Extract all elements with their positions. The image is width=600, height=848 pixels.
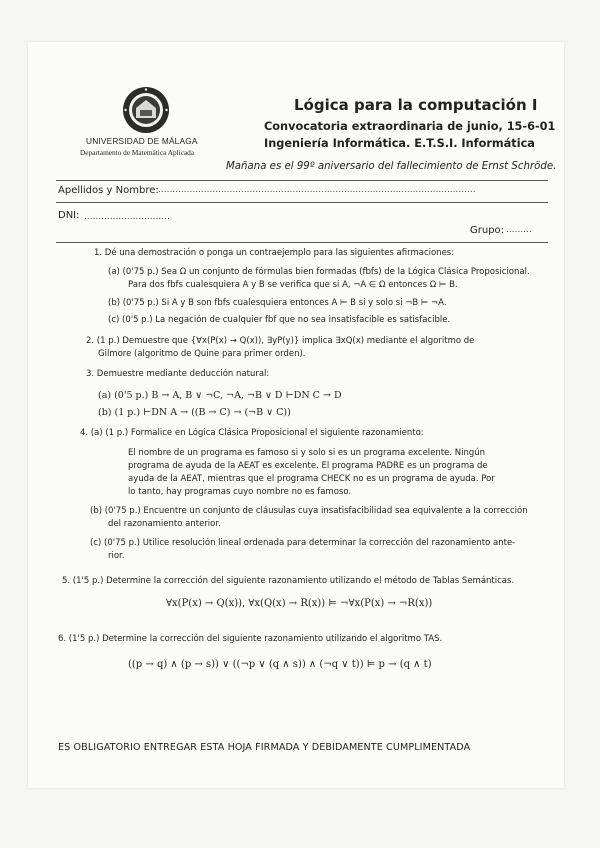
name-field[interactable]: ............................................................................................................... xyxy=(158,185,476,195)
q1-b: (b) (0'75 p.) Si A y B son fbfs cualesquiera entonces A ⊨ B si y solo si ¬B ⊨ ¬A. xyxy=(108,298,447,308)
q3-intro: 3. Demuestre mediante deducción natural: xyxy=(86,369,270,379)
university-name: UNIVERSIDAD DE MÁLAGA xyxy=(86,136,198,146)
q5-formula: ∀x(P(x) → Q(x)), ∀x(Q(x) → R(x)) ⊨ ¬∀x(P(x) → ¬R(x)) xyxy=(166,598,433,609)
q4-paragraph-line4: lo tanto, hay programas cuyo nombre no es famoso. xyxy=(128,487,352,497)
q2-line2: Gilmore (algoritmo de Quine para primer orden). xyxy=(98,349,306,359)
q5-text: 5. (1'5 p.) Determine la corrección del siguiente razonamiento utilizando el método de Tablas Semánticas. xyxy=(62,576,515,586)
q4-c-line2: rior. xyxy=(108,551,125,561)
fields-divider xyxy=(56,242,548,243)
q6-formula: ((p → q) ∧ (p → s)) ∨ ((¬p ∨ (q ∧ s)) ∧ (¬q ∨ t)) ⊨ p → (q ∧ t) xyxy=(128,659,432,670)
name-divider xyxy=(56,202,548,203)
q4-b-line2: del razonamiento anterior. xyxy=(108,519,221,529)
exam-motto: Mañana es el 99º aniversario del fallecimiento de Ernst Schröde. xyxy=(226,161,557,172)
header-divider xyxy=(56,180,548,181)
group-label: Grupo: xyxy=(470,225,505,236)
q4-paragraph-line1: El nombre de un programa es famoso si y solo si es un programa excelente. Ningún xyxy=(128,448,486,458)
university-seal-icon xyxy=(122,86,170,134)
q4-a: 4. (a) (1 p.) Formalice en Lógica Clásica Proposicional el siguiente razonamiento: xyxy=(80,428,424,438)
q1-a-line1: (a) (0'75 p.) Sea Ω un conjunto de fórmulas bien formadas (fbfs) de la Lógica Clásica Proposicional. xyxy=(108,267,530,277)
q2-line1: 2. (1 p.) Demuestre que {∀x(P(x) → Q(x)), ∃yP(y)} implica ∃xQ(x) mediante el algoritmo de xyxy=(86,336,475,346)
q4-b-line1: (b) (0'75 p.) Encuentre un conjunto de cláusulas cuya insatisfacibilidad sea equivalente a la corrección xyxy=(90,506,528,516)
q1-intro: 1. Dé una demostración o ponga un contraejemplo para las siguientes afirmaciones: xyxy=(94,248,455,258)
q4-c-line1: (c) (0'75 p.) Utilice resolución lineal ordenada para determinar la corrección del razonamiento ante- xyxy=(90,538,516,548)
exam-title: Lógica para la computación I xyxy=(294,96,538,114)
footer-notice: ES OBLIGATORIO ENTREGAR ESTA HOJA FIRMADA Y DEBIDAMENTE CUMPLIMENTADA xyxy=(58,742,471,753)
q1-c: (c) (0'5 p.) La negación de cualquier fbf que no sea insatisfacible es satisfacible. xyxy=(108,315,451,325)
q1-a-line2: Para dos fbfs cualesquiera A y B se verifica que si A, ¬A ∈ Ω entonces Ω ⊨ B. xyxy=(128,280,458,290)
name-label: Apellidos y Nombre: xyxy=(58,185,159,196)
exam-degree: Ingeniería Informática. E.T.S.I. Informática xyxy=(264,137,535,150)
exam-session: Convocatoria extraordinaria de junio, 15-6-01 xyxy=(264,120,556,133)
dni-label: DNI: xyxy=(58,210,80,221)
q4-paragraph-line2: programa de ayuda de la AEAT es excelente. El programa PADRE es un programa de xyxy=(128,461,488,471)
department-name: Departamento de Matemática Aplicada xyxy=(80,148,195,157)
q4-paragraph-line3: ayuda de la AEAT, mientras que el programa CHECK no es un programa de ayuda. Por xyxy=(128,474,495,484)
group-field[interactable]: ......... xyxy=(506,225,532,235)
q6-text: 6. (1'5 p.) Determine la corrección del siguiente razonamiento utilizando el algoritmo TAS. xyxy=(58,634,443,644)
q3-b: (b) (1 p.) ⊢DN A → ((B → C) → (¬B ∨ C)) xyxy=(98,407,291,418)
exam-sheet xyxy=(28,42,564,788)
dni-field[interactable]: .............................. xyxy=(84,212,170,222)
q3-a: (a) (0'5 p.) B → A, B ∨ ¬C, ¬A, ¬B ∨ D ⊢DN C → D xyxy=(98,390,342,401)
